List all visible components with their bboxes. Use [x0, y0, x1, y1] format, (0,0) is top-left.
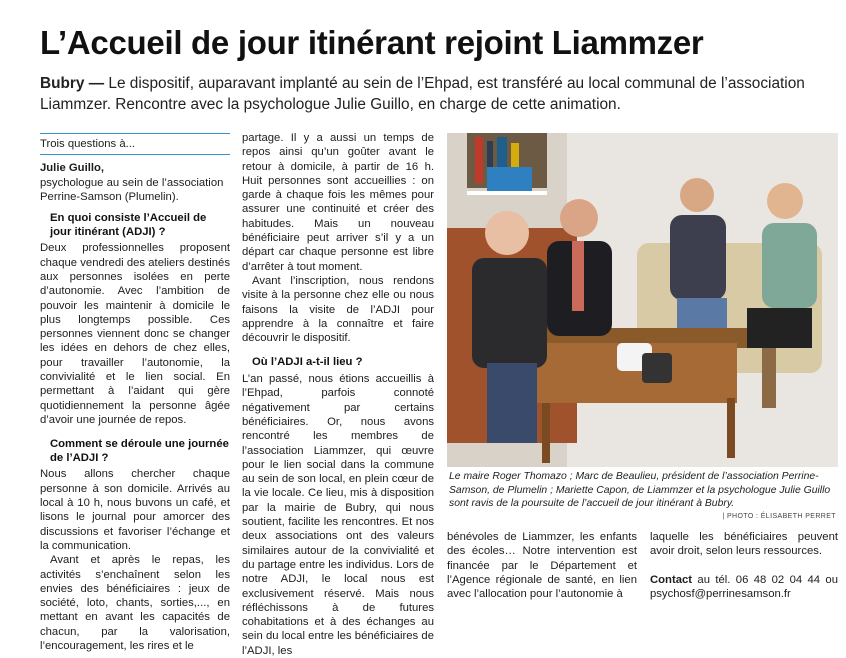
sidebar-title: Trois questions à...	[40, 133, 230, 155]
answer-2-paragraph-3: Avant l’inscription, nous rendons visite à la personne chez elle ou nous faisons la visite de l’ADJI pour apprendre à la connaître et faire découvrir le dispositif.	[242, 274, 434, 345]
answer-2-paragraph-2-start: Avant et après le repas, les activités s’enchaînent selon les envies des bénéficiaires : jeux de société, loto, chants, sorties,..., en mettant en avant les capacités de chacun, par la valorisation, l’encouragement, les rires et le	[40, 554, 230, 652]
lede-place: Bubry —	[40, 75, 105, 92]
headline: L’Accueil de jour itinérant rejoint Liammzer	[40, 24, 704, 61]
interviewee-role: psychologue au sein de l’association Perrine-Samson (Plumelin).	[40, 176, 224, 203]
lede-text: Le dispositif, auparavant implanté au sein de l’Ehpad, est transféré au local communal de l’association Liammzer. Rencontre avec la psychologue Julie Guillo, en charge de cette animation.	[40, 75, 805, 113]
contact-text: au tél. 06 48 02 04 44 ou psychosf@perrinesamson.fr	[650, 573, 838, 600]
column-4	[650, 530, 838, 601]
interviewee-name: Julie Guillo,	[40, 162, 105, 175]
question-2: Comment se déroule une journée de l’ADJI ?	[50, 438, 229, 464]
answer-1: Deux professionnelles proposent chaque vendredi des ateliers destinés aux personnes isolées en perte d’autonomie. Avec l’ambition de pouvoir les maintenir à domicile le plus longtemps possible. Ces personnes viennent donc se changer les idées en dehors de chez elles, pour travailler l’autonomie, la convivialité et le lien social. En permettant à l’aidant qui gère quotidiennement la personne âgée d’avoir une journée de repos.	[40, 242, 230, 426]
interviewee	[40, 161, 230, 204]
contact-label: Contact	[650, 573, 693, 586]
column-3	[447, 530, 637, 601]
contact-line	[650, 573, 838, 602]
question-3: Où l’ADJI a-t-il lieu ?	[252, 356, 363, 369]
photo-credit: | PHOTO : ÉLISABETH PERRET	[722, 513, 836, 520]
column-1	[40, 133, 230, 653]
answer-3-part-1: L’an passé, nous étions accueillis à l’Ehpad, parfois connoté négativement par certains bénéficiaires. Or, nous avons rencontré les membres de l’association Liammzer, qui œuvre pour le lien social dans la commune au sein de son local, en plein cœur de la vie locale. Ce lieu, mis à disposition par la mairie de Bubry, qui nous soutient, facilite les rencontres. Et nos deux associations ont des valeurs similaires autour de la convivialité et du partage entre les individus. Lors de notre ADJI, le local nous est exclusivement réservé. Mais nous réfléchissons à de futures cohabitations et à des échanges au sein du local entre les bénéficiaires de l’ADJI, les	[242, 373, 434, 657]
answer-2-paragraph-1: Nous allons chercher chaque personne à son domicile. Arrivés au local à 10 h, nous buvons un café, et lisons le journal pour amorcer des discussions et favoriser l’échange et la communication.	[40, 468, 230, 552]
question-1: En quoi consiste l’Accueil de jour itinérant (ADJI) ?	[50, 212, 207, 238]
lede	[40, 74, 820, 115]
article-photo	[447, 133, 838, 467]
photo-caption: Le maire Roger Thomazo ; Marc de Beaulieu, président de l’association Perrine-Samson, de Plumelin ; Mariette Capon, de Liammzer et la psychologue Julie Guillo sont ravis de la poursuite de l’accueil de jour itinérant à Bubry.	[449, 471, 831, 510]
answer-3-part-2: bénévoles de Liammzer, les enfants des écoles… Notre intervention est financée par le Département et l’Agence régionale de santé, en lien avec l’allocation pour l’autonomie à	[447, 531, 637, 601]
answer-3-part-3: laquelle les bénéficiaires peuvent avoir droit, selon leurs ressources.	[650, 531, 838, 558]
answer-2-paragraph-2-cont: partage. Il y a aussi un temps de repos ainsi qu’un goûter avant le retour à domicile, à partir de 16 h. Huit personnes sont accueillies : on garde à chaque fois les mêmes pour assurer une continuité et créer des habitudes. Mais un nouveau bénéficiaire peut arriver s’il y a un départ car chaque personne est libre d’arrêter à tout moment.	[242, 132, 434, 273]
photo-illustration	[447, 133, 838, 467]
column-2	[242, 131, 434, 658]
